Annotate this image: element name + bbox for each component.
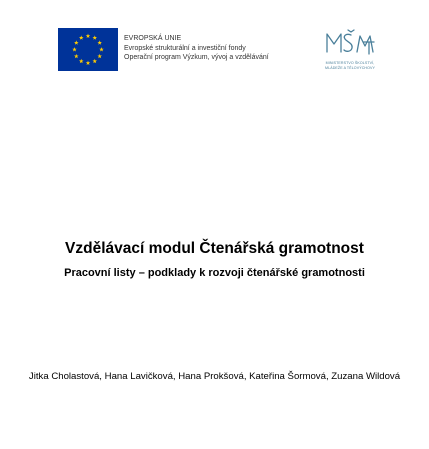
document-title: Vzdělávací modul Čtenářská gramotnost [65,240,364,257]
eu-logo-line: EVROPSKÁ UNIE [124,35,182,42]
msmt-caption [310,61,390,70]
eu-star [72,47,77,51]
eu-star [97,54,102,58]
eu-logo-text [124,34,269,63]
eu-star [79,59,84,63]
eu-star [74,40,79,44]
eu-star [86,34,91,38]
eu-logo-line: Operační program Výzkum, vývoj a vzdělávání [124,54,269,61]
document-authors: Jitka Cholastová, Hana Lavičková, Hana Prokšová, Kateřina Šormová, Zuzana Wildová [28,371,401,382]
eu-star [92,35,97,39]
eu-logo-line: Evropské strukturální a investiční fondy [124,44,246,52]
eu-star [97,40,102,44]
eu-star [99,47,104,51]
document-subtitle: Pracovní listy – podklady k rozvoji čtenářské gramotnosti [64,267,365,279]
eu-star [79,35,84,39]
eu-star [86,61,91,65]
eu-star [92,59,97,63]
eu-star [74,54,79,58]
eu-flag-icon [58,28,118,71]
eu-stars [58,28,118,71]
msmt-caption-line: MINISTERSTVO ŠKOLSTVÍ, [325,61,375,65]
msmt-caption-line: MLÁDEŽE A TĚLOVÝCHOVY [325,65,375,70]
